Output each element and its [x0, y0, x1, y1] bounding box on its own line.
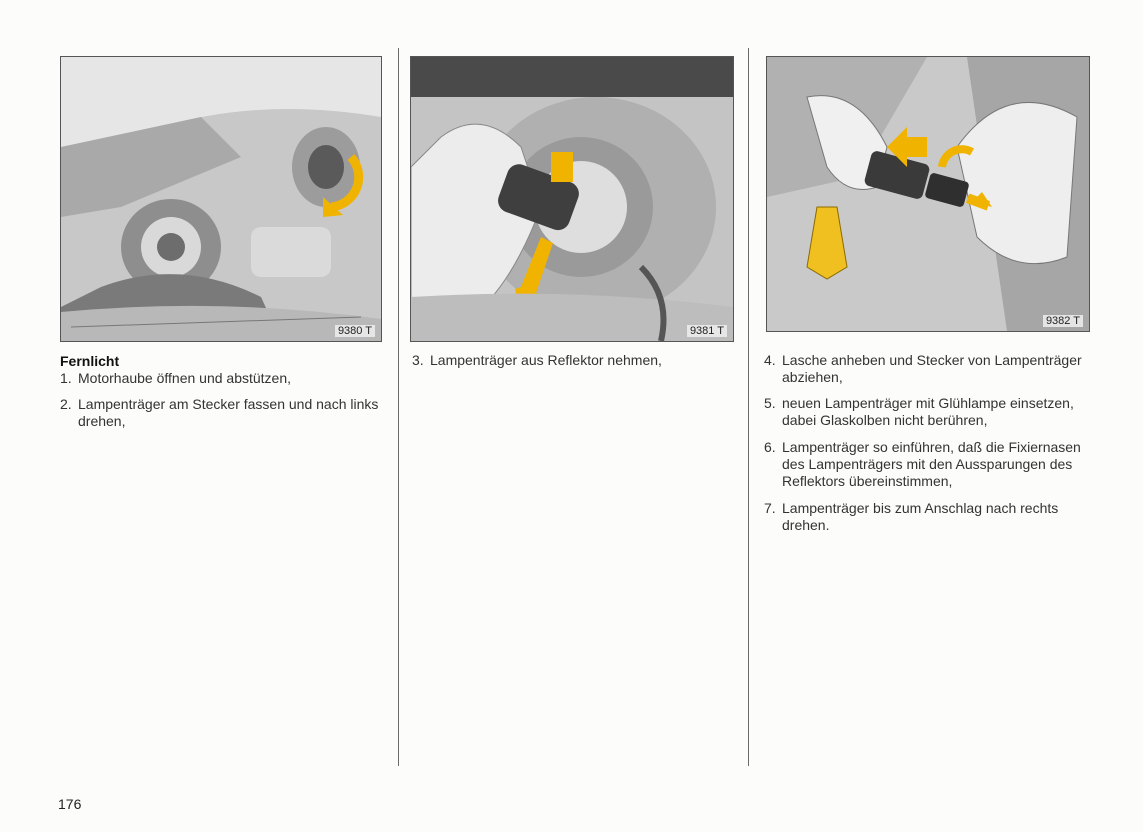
figure-bulb-replacement — [766, 56, 1090, 332]
step-text: Lampenträger aus Reflektor nehmen, — [430, 352, 662, 368]
step-text: neuen Lampenträger mit Glühlampe einsetzen, dabei Glaskolben nicht berühren, — [782, 395, 1074, 428]
instruction-step-1 — [60, 370, 380, 387]
figure-code: 9382 T — [1043, 315, 1083, 327]
column-divider-1 — [398, 48, 399, 766]
figure-code: 9380 T — [335, 325, 375, 337]
step-number: 5. — [764, 395, 776, 411]
lamp-holder-removal-illustration — [411, 57, 733, 341]
step-number: 1. — [60, 370, 72, 386]
bulb-replacement-illustration — [767, 57, 1089, 331]
page-number: 176 — [58, 796, 82, 812]
step-number: 2. — [60, 396, 72, 412]
step-text: Lampenträger bis zum Anschlag nach rechts drehen. — [782, 500, 1059, 533]
column-divider-2 — [748, 48, 749, 766]
instruction-step-4 — [764, 352, 1090, 386]
instruction-step-5 — [764, 395, 1090, 429]
section-heading-fernlicht: Fernlicht — [60, 353, 120, 369]
instruction-step-3 — [412, 352, 732, 369]
figure-remove-lamp-holder — [410, 56, 734, 342]
engine-bay-illustration — [61, 57, 381, 341]
step-text: Lasche anheben und Stecker von Lampenträger abziehen, — [782, 352, 1082, 385]
figure-engine-bay-headlamp — [60, 56, 382, 342]
figure-code: 9381 T — [687, 325, 727, 337]
step-number: 6. — [764, 439, 776, 455]
instruction-step-6 — [764, 439, 1090, 490]
instruction-step-7 — [764, 500, 1090, 534]
step-text: Lampenträger am Stecker fassen und nach links drehen, — [78, 396, 379, 429]
step-number: 4. — [764, 352, 776, 368]
step-number: 3. — [412, 352, 424, 368]
step-text: Lampenträger so einführen, daß die Fixiernasen des Lampenträgers mit den Aussparungen des Reflektors übereinstimmen, — [782, 439, 1081, 489]
step-text: Motorhaube öffnen und abstützen, — [78, 370, 292, 386]
instruction-step-2 — [60, 396, 380, 430]
step-number: 7. — [764, 500, 776, 516]
